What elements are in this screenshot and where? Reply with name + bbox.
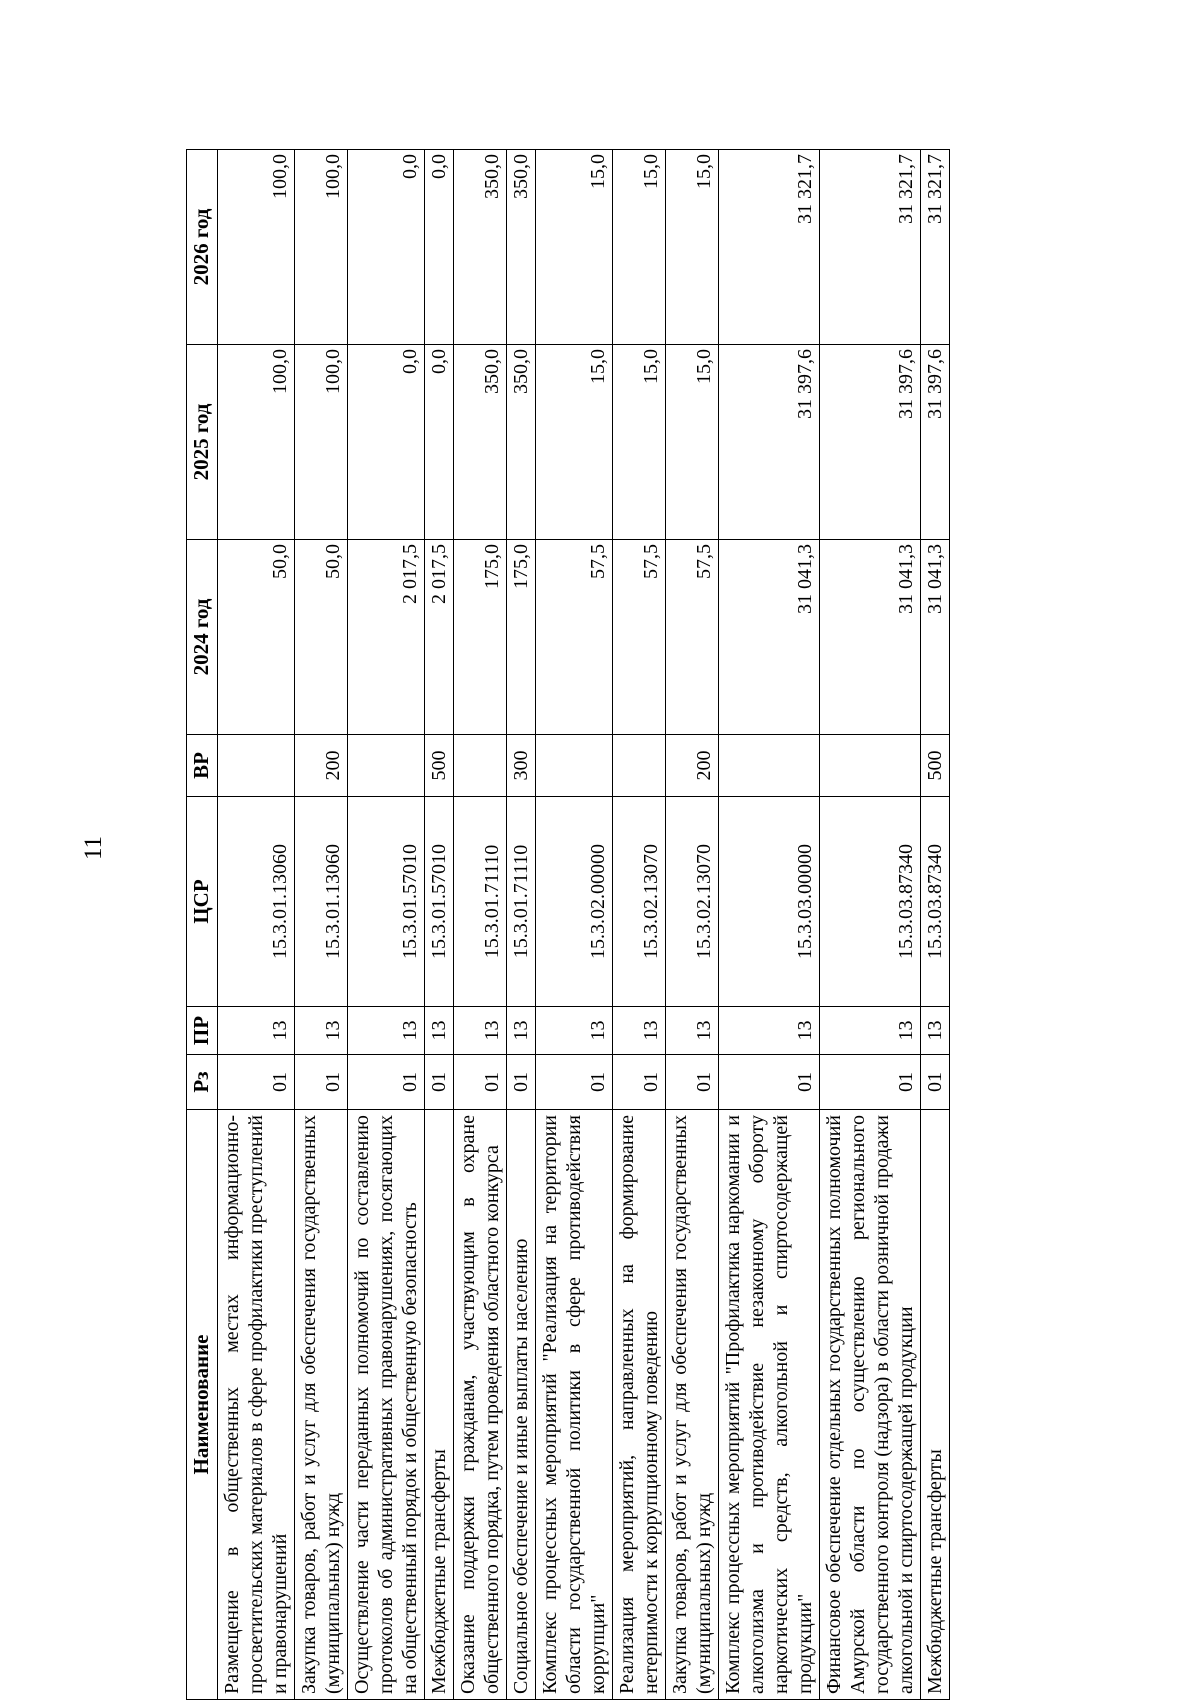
row-pr: 13 xyxy=(719,1007,820,1055)
row-pr: 13 xyxy=(536,1007,613,1055)
row-name: Осуществление части переданных полномочий по составлению протоколов об административных правонарушениях, посягающих на общественный порядок и общественную безопасность xyxy=(348,1110,425,1700)
table-row xyxy=(218,150,295,1700)
row-name: Межбюджетные трансферты xyxy=(425,1110,454,1700)
row-2024: 31 041,3 xyxy=(719,540,820,735)
row-2025: 15,0 xyxy=(613,345,666,540)
row-vr xyxy=(820,735,921,797)
row-pr: 13 xyxy=(425,1007,454,1055)
row-2025: 15,0 xyxy=(536,345,613,540)
row-csr: 15.3.01.71110 xyxy=(507,797,536,1007)
table-row xyxy=(536,150,613,1700)
row-name: Социальное обеспечение и иные выплаты населению xyxy=(507,1110,536,1700)
row-csr: 15.3.02.13070 xyxy=(613,797,666,1007)
row-vr: 200 xyxy=(666,735,719,797)
row-2024: 57,5 xyxy=(666,540,719,735)
row-2024: 175,0 xyxy=(507,540,536,735)
table-header-row xyxy=(187,150,218,1700)
row-vr xyxy=(613,735,666,797)
row-csr: 15.3.01.57010 xyxy=(348,797,425,1007)
row-2025: 31 397,6 xyxy=(921,345,950,540)
header-2025: 2025 год xyxy=(187,345,218,540)
row-2025: 31 397,6 xyxy=(820,345,921,540)
row-name: Комплекс процессных мероприятий "Реализация на территории области государственной политики в сфере противодействия коррупции" xyxy=(536,1110,613,1700)
row-pr: 13 xyxy=(820,1007,921,1055)
row-csr: 15.3.01.13060 xyxy=(295,797,348,1007)
row-2026: 0,0 xyxy=(425,150,454,345)
table-row xyxy=(921,150,950,1700)
table-row xyxy=(454,150,507,1700)
row-2024: 2 017,5 xyxy=(425,540,454,735)
header-2024: 2024 год xyxy=(187,540,218,735)
row-2024: 57,5 xyxy=(536,540,613,735)
row-rz: 01 xyxy=(218,1055,295,1110)
row-vr xyxy=(719,735,820,797)
budget-table-container xyxy=(186,150,946,1700)
row-2025: 100,0 xyxy=(295,345,348,540)
header-csr: ЦСР xyxy=(187,797,218,1007)
row-2024: 50,0 xyxy=(218,540,295,735)
row-name: Закупка товаров, работ и услуг для обеспечения государственных (муниципальных) нужд xyxy=(666,1110,719,1700)
row-2024: 175,0 xyxy=(454,540,507,735)
row-vr: 500 xyxy=(921,735,950,797)
table-row xyxy=(820,150,921,1700)
row-csr: 15.3.01.13060 xyxy=(218,797,295,1007)
row-2026: 350,0 xyxy=(507,150,536,345)
row-vr xyxy=(348,735,425,797)
row-vr xyxy=(536,735,613,797)
row-2026: 100,0 xyxy=(295,150,348,345)
row-name: Финансовое обеспечение отдельных государственных полномочий Амурской области по осуществлению регионального государственного контроля (надзора) в области розничной продажи алкогольной и спиртосодержащей продукции xyxy=(820,1110,921,1700)
row-rz: 01 xyxy=(613,1055,666,1110)
row-rz: 01 xyxy=(425,1055,454,1110)
table-row xyxy=(719,150,820,1700)
row-2026: 0,0 xyxy=(348,150,425,345)
table-row xyxy=(613,150,666,1700)
row-csr: 15.3.03.87340 xyxy=(921,797,950,1007)
row-rz: 01 xyxy=(295,1055,348,1110)
row-2026: 31 321,7 xyxy=(719,150,820,345)
row-2025: 15,0 xyxy=(666,345,719,540)
row-pr: 13 xyxy=(921,1007,950,1055)
header-name: Наименование xyxy=(187,1110,218,1700)
row-csr: 15.3.03.00000 xyxy=(719,797,820,1007)
row-vr: 200 xyxy=(295,735,348,797)
row-csr: 15.3.03.87340 xyxy=(820,797,921,1007)
header-rz: Рз xyxy=(187,1055,218,1110)
row-2025: 350,0 xyxy=(454,345,507,540)
header-pr: ПР xyxy=(187,1007,218,1055)
row-rz: 01 xyxy=(820,1055,921,1110)
row-2024: 31 041,3 xyxy=(921,540,950,735)
row-pr: 13 xyxy=(348,1007,425,1055)
row-pr: 13 xyxy=(454,1007,507,1055)
row-2026: 31 321,7 xyxy=(921,150,950,345)
row-2025: 0,0 xyxy=(425,345,454,540)
row-rz: 01 xyxy=(348,1055,425,1110)
budget-table xyxy=(186,149,950,1700)
table-row xyxy=(348,150,425,1700)
row-csr: 15.3.02.00000 xyxy=(536,797,613,1007)
table-row xyxy=(295,150,348,1700)
row-name: Закупка товаров, работ и услуг для обеспечения государственных (муниципальных) нужд xyxy=(295,1110,348,1700)
row-2026: 15,0 xyxy=(536,150,613,345)
row-rz: 01 xyxy=(454,1055,507,1110)
header-2026: 2026 год xyxy=(187,150,218,345)
row-2025: 0,0 xyxy=(348,345,425,540)
row-name: Размещение в общественных местах информационно-просветительских материалов в сфере профилактики преступлений и правонарушений xyxy=(218,1110,295,1700)
row-csr: 15.3.01.57010 xyxy=(425,797,454,1007)
row-rz: 01 xyxy=(666,1055,719,1110)
row-pr: 13 xyxy=(507,1007,536,1055)
row-2024: 31 041,3 xyxy=(820,540,921,735)
row-name: Оказание поддержки гражданам, участвующим в охране общественного порядка, путем проведения областного конкурса xyxy=(454,1110,507,1700)
row-vr xyxy=(454,735,507,797)
row-2026: 100,0 xyxy=(218,150,295,345)
row-pr: 13 xyxy=(613,1007,666,1055)
row-2026: 31 321,7 xyxy=(820,150,921,345)
row-2026: 350,0 xyxy=(454,150,507,345)
row-pr: 13 xyxy=(295,1007,348,1055)
row-rz: 01 xyxy=(719,1055,820,1110)
row-vr xyxy=(218,735,295,797)
row-pr: 13 xyxy=(218,1007,295,1055)
row-2025: 31 397,6 xyxy=(719,345,820,540)
row-name: Реализация мероприятий, направленных на формирование нетерпимости к коррупционному поведению xyxy=(613,1110,666,1700)
row-2026: 15,0 xyxy=(666,150,719,345)
table-row xyxy=(507,150,536,1700)
row-2025: 100,0 xyxy=(218,345,295,540)
row-rz: 01 xyxy=(536,1055,613,1110)
row-pr: 13 xyxy=(666,1007,719,1055)
row-vr: 300 xyxy=(507,735,536,797)
row-name: Межбюджетные трансферты xyxy=(921,1110,950,1700)
row-rz: 01 xyxy=(921,1055,950,1110)
row-vr: 500 xyxy=(425,735,454,797)
table-row xyxy=(425,150,454,1700)
page-number: 11 xyxy=(80,835,107,861)
row-2025: 350,0 xyxy=(507,345,536,540)
header-vr: ВР xyxy=(187,735,218,797)
row-rz: 01 xyxy=(507,1055,536,1110)
table-row xyxy=(666,150,719,1700)
row-2024: 2 017,5 xyxy=(348,540,425,735)
row-csr: 15.3.02.13070 xyxy=(666,797,719,1007)
row-name: Комплекс процессных мероприятий "Профилактика наркомании и алкоголизма и противодействие незаконному обороту наркотических средств, алкогольной и спиртосодержащей продукции" xyxy=(719,1110,820,1700)
row-csr: 15.3.01.71110 xyxy=(454,797,507,1007)
row-2024: 57,5 xyxy=(613,540,666,735)
row-2026: 15,0 xyxy=(613,150,666,345)
row-2024: 50,0 xyxy=(295,540,348,735)
